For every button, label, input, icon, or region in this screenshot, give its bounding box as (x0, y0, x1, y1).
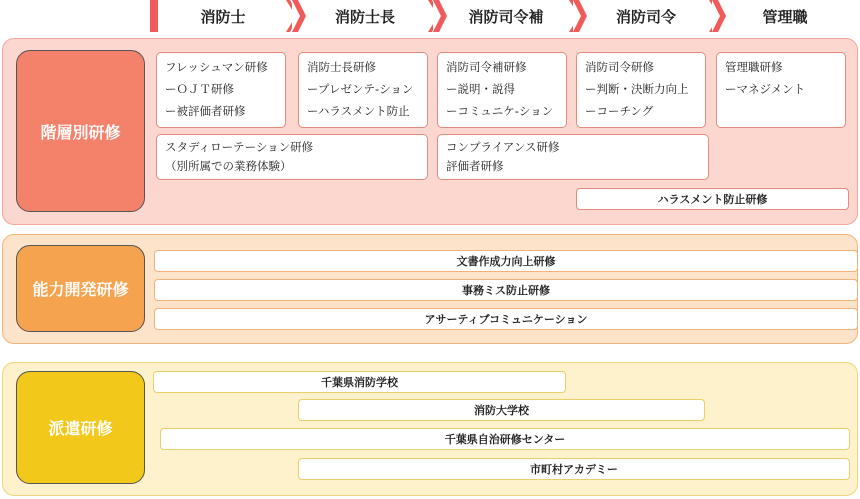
box-title: 消防司令補研修 (446, 60, 527, 74)
box-line: ープレゼンテ-ション (307, 82, 414, 96)
haken-bar: 千葉県自治研修センター (160, 428, 850, 450)
haken-bar: 千葉県消防学校 (153, 371, 566, 393)
rank-shoboshireiho (433, 0, 579, 32)
shirei-box (576, 52, 706, 128)
rank-kanrishoku (712, 0, 858, 32)
box-title: フレッシュマン研修 (165, 60, 268, 74)
kaiso-label: 階層別研修 (16, 50, 145, 212)
freshman-box (156, 52, 286, 128)
shichou-box (298, 52, 428, 128)
haken-label: 派遣研修 (16, 371, 145, 484)
harassment-bar: ハラスメント防止研修 (576, 188, 849, 210)
shireiho-box (437, 52, 567, 128)
noryoku-label: 能力開発研修 (16, 245, 145, 332)
rank-label: 消防士長 (334, 7, 395, 26)
box-title: 消防士長研修 (307, 60, 376, 74)
box-line: ー説明・説得 (446, 82, 515, 96)
noryoku-bar: 事務ミス防止研修 (154, 279, 858, 301)
rank-shoboshi (150, 0, 296, 32)
noryoku-bar: アサーティブコミュニケーション (154, 308, 858, 330)
box-line: ーハラスメント防止 (307, 104, 410, 118)
rank-shoboshicho (292, 0, 438, 32)
rank-label: 消防司令 (615, 7, 676, 26)
box-line: ーコミュニケ-ション (446, 104, 554, 118)
box-line: ーＯＪＴ研修 (165, 82, 234, 96)
box-line: ー被評価者研修 (165, 104, 246, 118)
haken-bar: 市町村アカデミー (298, 458, 850, 480)
box-line: ー判断・決断力向上 (585, 82, 689, 96)
box-line: ーコーチング (585, 104, 654, 118)
rank-shoboshirei (573, 0, 719, 32)
box-title: 消防司令研修 (585, 60, 654, 74)
compliance-box (437, 134, 709, 180)
haken-bar: 消防大学校 (298, 399, 705, 421)
box-title: スタディローテーション研修 (165, 140, 314, 154)
kanrishoku-box (716, 52, 846, 128)
rank-label: 管理職 (762, 7, 808, 26)
study-rotation-box (156, 134, 428, 180)
rank-label: 消防司令補 (468, 7, 544, 26)
box-title: 管理職研修 (725, 60, 783, 74)
box-line: 評価者研修 (446, 159, 504, 173)
box-line: ーマネジメント (725, 82, 806, 96)
rank-label: 消防士 (200, 7, 246, 26)
box-line: （別所属での業務体験） (165, 159, 292, 173)
box-title: コンプライアンス研修 (446, 140, 560, 154)
noryoku-bar: 文書作成力向上研修 (154, 250, 858, 272)
